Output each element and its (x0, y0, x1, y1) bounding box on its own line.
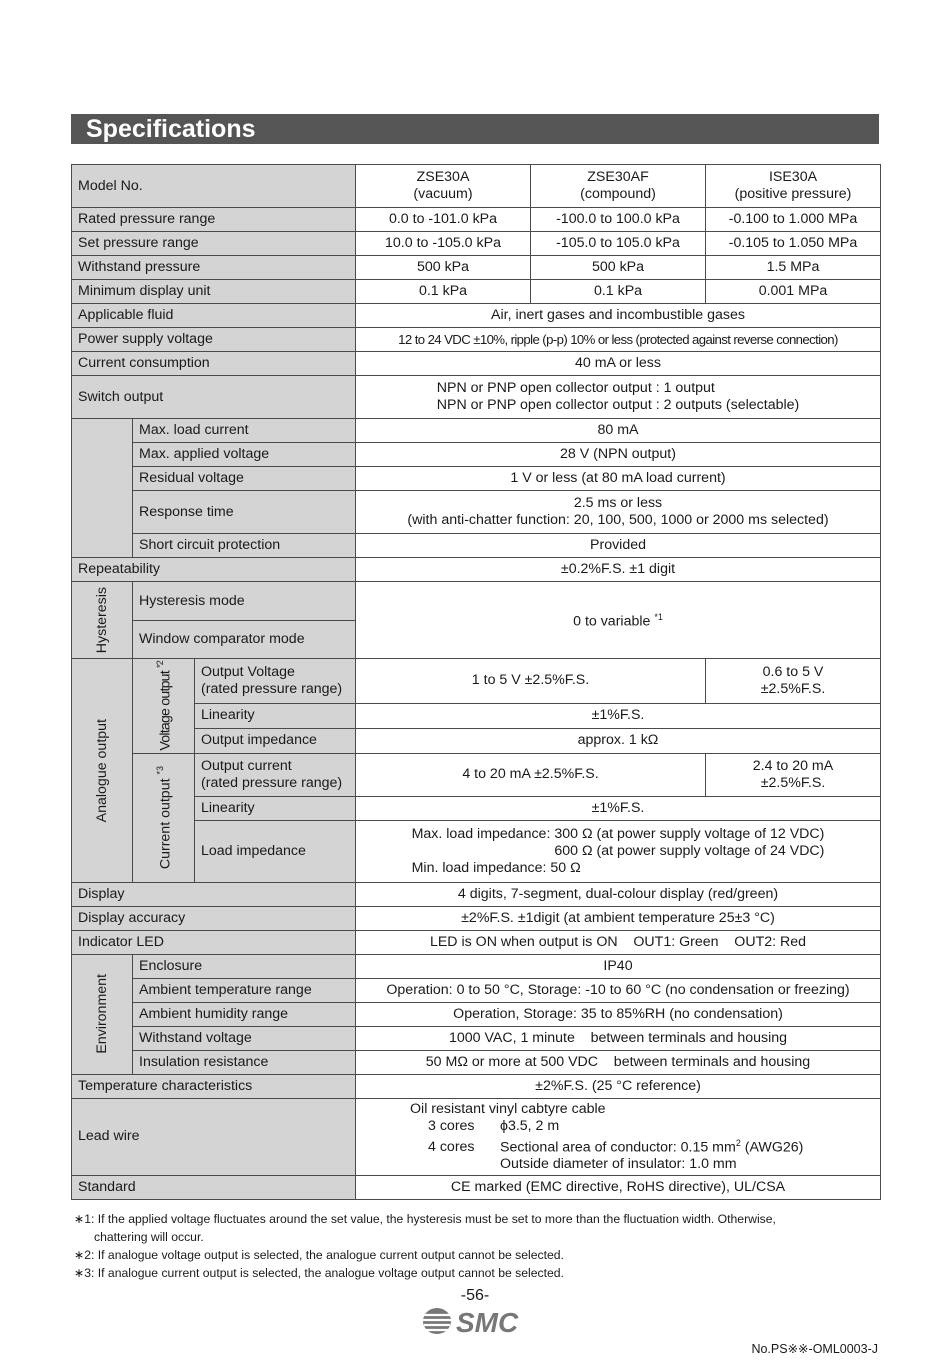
row-label: Rated pressure range (72, 208, 356, 232)
smc-logo (422, 1306, 526, 1336)
output-voltage-row (72, 659, 881, 704)
cell-value: Operation: 0 to 50 °C, Storage: -10 to 60 °C (no condensation or freezing) (356, 978, 881, 1002)
standard-row (72, 1176, 881, 1200)
row-label: Withstand pressure (72, 256, 356, 280)
row-label: Hysteresis mode (133, 582, 356, 621)
row-label: Display accuracy (72, 906, 356, 930)
cell-value: ±2%F.S. (25 °C reference) (356, 1074, 881, 1098)
min-display-unit-row (72, 280, 881, 304)
voltage-output-group-label: Voltage output $^{*2}$ (133, 659, 195, 754)
cell-value: NPN or PNP open collector output : 1 output NPN or PNP open collector output : 2 outputs (selectable) (356, 376, 881, 419)
row-label: Insulation resistance (133, 1050, 356, 1074)
withstand-pressure-row (72, 256, 881, 280)
indicator-led-row (72, 930, 881, 954)
hysteresis-mode-row (72, 582, 881, 621)
footnote-2: ∗2: If analogue voltage output is selected, the analogue current output cannot be selected. (74, 1248, 564, 1262)
model-zse30a: ZSE30A (vacuum) (356, 165, 531, 208)
display-accuracy-row (72, 906, 881, 930)
row-label: Short circuit protection (133, 534, 356, 558)
cell-value: 0.001 MPa (706, 280, 881, 304)
specifications-table (71, 164, 881, 1200)
row-label: Ambient temperature range (133, 978, 356, 1002)
repeatability-row (72, 558, 881, 582)
cell-value: ±2%F.S. ±1digit (at ambient temperature 25±3 °C) (356, 906, 881, 930)
row-label: Output impedance (195, 728, 356, 753)
row-label: Display (72, 882, 356, 906)
row-label: Applicable fluid (72, 304, 356, 328)
cell-value: -105.0 to 105.0 kPa (531, 232, 706, 256)
environment-group-label: Environment (72, 954, 133, 1074)
cell-value: 4 to 20 mA ±2.5%F.S. (356, 753, 706, 796)
row-label: Temperature characteristics (72, 1074, 356, 1098)
row-label: Minimum display unit (72, 280, 356, 304)
model-ise30a: ISE30A (positive pressure) (706, 165, 881, 208)
lead-wire-line: Oil resistant vinyl cabtyre cable (410, 1100, 606, 1117)
max-applied-voltage-row (72, 443, 881, 467)
lead-wire-value (356, 1098, 881, 1176)
row-label: Set pressure range (72, 232, 356, 256)
footnotes (74, 1210, 874, 1282)
lead-wire-line: Outside diameter of insulator: 1.0 mm (500, 1156, 737, 1173)
current-output-group-label: Current output $^{*3}$ (133, 753, 195, 882)
row-label: Repeatability (72, 558, 356, 582)
response-time-row (72, 491, 881, 534)
cell-value: ±1%F.S. (356, 796, 881, 820)
row-label: Max. applied voltage (133, 443, 356, 467)
current-consumption-row (72, 352, 881, 376)
cell-value: 0.1 kPa (531, 280, 706, 304)
row-label: Response time (133, 491, 356, 534)
row-label: Current consumption (72, 352, 356, 376)
lead-wire-line: 4 cores Sectional area of conductor: 0.15 $mm^2$ (AWG26) (428, 1137, 804, 1156)
row-label: Max. load current (133, 419, 356, 443)
enclosure-row (72, 954, 881, 978)
applicable-fluid-row (72, 304, 881, 328)
withstand-voltage-row (72, 1026, 881, 1050)
cell-value: Operation, Storage: 35 to 85%RH (no condensation) (356, 1002, 881, 1026)
cell-value: 50 MΩ or more at 500 VDC between terminals and housing (356, 1050, 881, 1074)
cell-value: 0.1 kPa (356, 280, 531, 304)
rated-range-row (72, 208, 881, 232)
row-label: Enclosure (133, 954, 356, 978)
cell-value: LED is ON when output is ON OUT1: Green OUT2: Red (356, 930, 881, 954)
row-label: Ambient humidity range (133, 1002, 356, 1026)
analogue-output-group-label: Analogue output (72, 659, 133, 883)
cell-value: ±0.2%F.S. ±1 digit (356, 558, 881, 582)
cell-value: 80 mA (356, 419, 881, 443)
cell-value: 12 to 24 VDC ±10%, ripple (p-p) 10% or less (protected against reverse connection) (356, 328, 881, 352)
display-row (72, 882, 881, 906)
footnote-1: ∗1: If the applied voltage fluctuates around the set value, the hysteresis must be set to more than the fluctuation width. Otherwise, chattering will occur. (74, 1212, 776, 1244)
cell-value: IP40 (356, 954, 881, 978)
output-voltage-label: Output Voltage (rated pressure range) (195, 659, 356, 704)
model-row (72, 165, 881, 208)
row-label: Window comparator mode (133, 621, 356, 659)
residual-voltage-row (72, 467, 881, 491)
cell-value: 500 kPa (356, 256, 531, 280)
cell-value: 1.5 MPa (706, 256, 881, 280)
cell-value: 0.0 to -101.0 kPa (356, 208, 531, 232)
row-label: Residual voltage (133, 467, 356, 491)
row-label: Linearity (195, 796, 356, 820)
output-current-row (72, 753, 881, 796)
cell-value: -0.100 to 1.000 MPa (706, 208, 881, 232)
cell-value: CE marked (EMC directive, RoHS directive), UL/CSA (356, 1176, 881, 1200)
cell-value: -100.0 to 100.0 kPa (531, 208, 706, 232)
lead-wire-line: 3 cores ϕ3.5, 2 m (428, 1117, 560, 1134)
insulation-row (72, 1050, 881, 1074)
hysteresis-value: 0 to variable $^{*1}$ (356, 582, 881, 659)
row-label: Lead wire (72, 1098, 356, 1176)
set-range-row (72, 232, 881, 256)
power-supply-row (72, 328, 881, 352)
row-label: Standard (72, 1176, 356, 1200)
footnote-3: ∗3: If analogue current output is selected, the analogue voltage output cannot be selected. (74, 1266, 564, 1280)
cell-value: ±1%F.S. (356, 703, 881, 728)
row-label: Withstand voltage (133, 1026, 356, 1050)
cell-value: Provided (356, 534, 881, 558)
switch-output-row (72, 376, 881, 419)
page-number: -56- (460, 1287, 490, 1304)
model-zse30af: ZSE30AF (compound) (531, 165, 706, 208)
cell-value: approx. 1 kΩ (356, 728, 881, 753)
cell-value: 28 V (NPN output) (356, 443, 881, 467)
model-label: Model No. (72, 165, 356, 208)
switch-output-group-spacer (72, 419, 133, 558)
load-impedance-value: Max. load impedance: 300 Ω (at power supply voltage of 12 VDC) 600 Ω (at power supply voltage of 24 VDC) Min. load impedance: 50 Ω (356, 820, 881, 882)
row-label: Load impedance (195, 820, 356, 882)
row-label: Indicator LED (72, 930, 356, 954)
temp-characteristics-row (72, 1074, 881, 1098)
ambient-humidity-row (72, 1002, 881, 1026)
section-title: Specifications (86, 115, 256, 143)
cell-value: 1 to 5 V ±2.5%F.S. (356, 659, 706, 704)
row-label: Switch output (72, 376, 356, 419)
cell-value: 40 mA or less (356, 352, 881, 376)
section-title-banner (71, 114, 879, 144)
cell-value: -0.105 to 1.050 MPa (706, 232, 881, 256)
cell-value: 10.0 to -105.0 kPa (356, 232, 531, 256)
cell-value: 4 digits, 7-segment, dual-colour display (red/green) (356, 882, 881, 906)
cell-value: 500 kPa (531, 256, 706, 280)
cell-value: 1000 VAC, 1 minute between terminals and housing (356, 1026, 881, 1050)
cell-value: Air, inert gases and incombustible gases (356, 304, 881, 328)
cell-value: 2.4 to 20 mA ±2.5%F.S. (706, 753, 881, 796)
cell-value: 2.5 ms or less (with anti-chatter function: 20, 100, 500, 1000 or 2000 ms selected) (356, 491, 881, 534)
row-label: Power supply voltage (72, 328, 356, 352)
output-current-label: Output current (rated pressure range) (195, 753, 356, 796)
lead-wire-row (72, 1098, 881, 1176)
max-load-current-row (72, 419, 881, 443)
ambient-temp-row (72, 978, 881, 1002)
document-number: No.PS※※-OML0003-J (751, 1342, 878, 1356)
hysteresis-group-label: Hysteresis (72, 582, 133, 659)
cell-value: 1 V or less (at 80 mA load current) (356, 467, 881, 491)
cell-value: 0.6 to 5 V ±2.5%F.S. (706, 659, 881, 704)
svg-text:SMC: SMC (456, 1307, 519, 1336)
row-label: Linearity (195, 703, 356, 728)
short-circuit-row (72, 534, 881, 558)
